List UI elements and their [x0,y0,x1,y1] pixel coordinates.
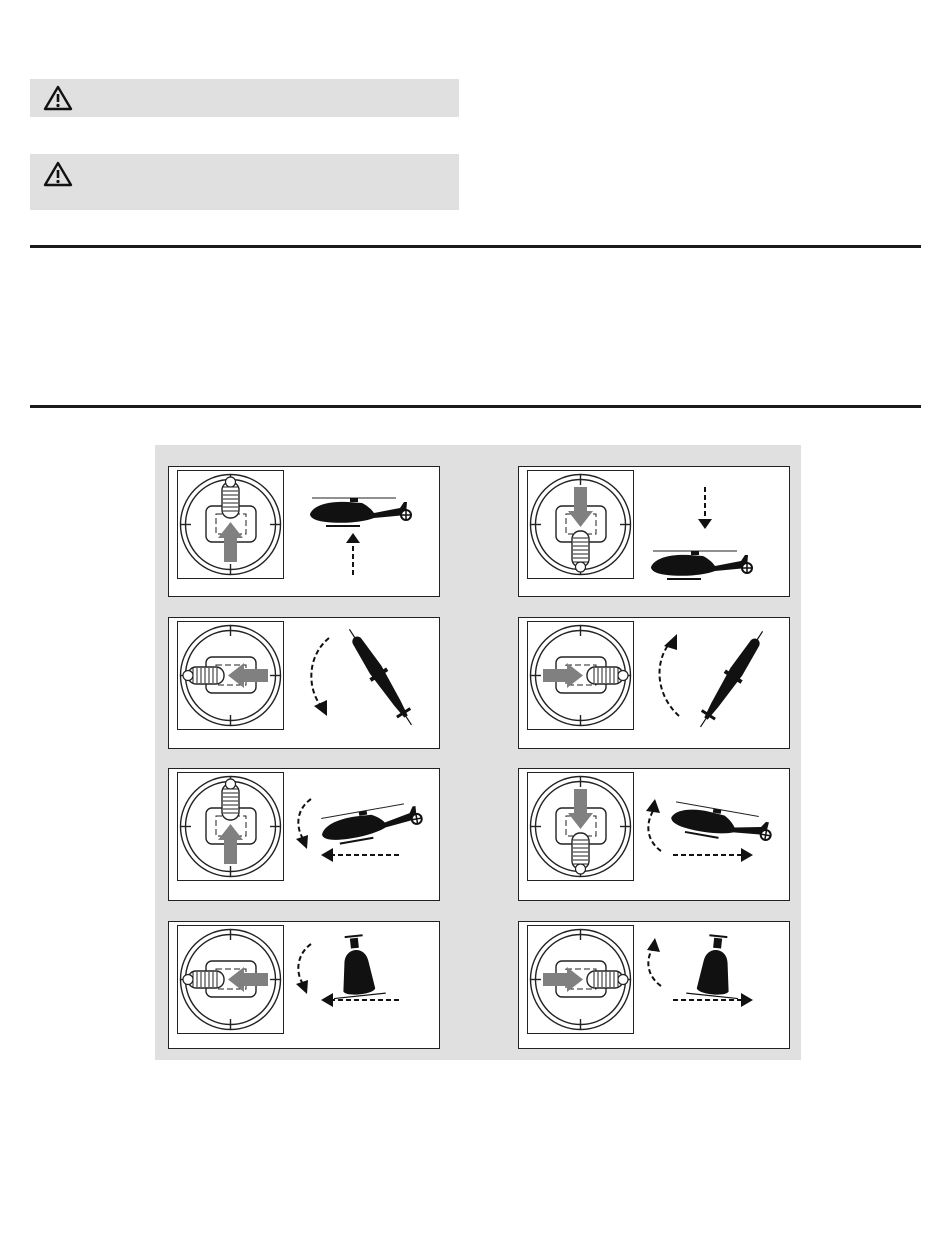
warning-box-2 [30,154,459,210]
helicopter-front-icon [328,933,386,998]
helicopter-front-icon [686,933,744,998]
control-cell-backward [518,768,790,901]
helicopter-side-icon [669,802,773,847]
helicopter-side-icon [651,551,752,579]
flight-controls-diagram [155,445,801,1060]
stick-down-descend-illustration [519,467,789,596]
helicopter-side-icon [319,801,423,846]
helicopter-side-icon [310,498,411,526]
control-cell-climb [168,466,440,597]
section-divider-top [30,245,921,248]
warning-triangle-icon [43,161,73,187]
control-cell-yaw-right [518,617,790,749]
stick-right-yaw-illustration [519,618,789,748]
section-divider-bottom [30,405,921,408]
stick-up-forward-illustration [169,769,439,900]
stick-left-roll-illustration [169,922,439,1048]
control-cell-roll-left [168,921,440,1049]
stick-down-backward-illustration [519,769,789,900]
stick-left-yaw-illustration [169,618,439,748]
warning-box-1 [30,79,459,117]
warning-triangle-icon [43,85,73,111]
control-cell-forward [168,768,440,901]
stick-right-roll-illustration [519,922,789,1048]
helicopter-top-icon [692,626,771,733]
control-cell-descend [518,466,790,597]
helicopter-top-icon [341,624,420,731]
stick-up-climb-illustration [169,467,439,596]
control-cell-roll-right [518,921,790,1049]
control-cell-yaw-left [168,617,440,749]
